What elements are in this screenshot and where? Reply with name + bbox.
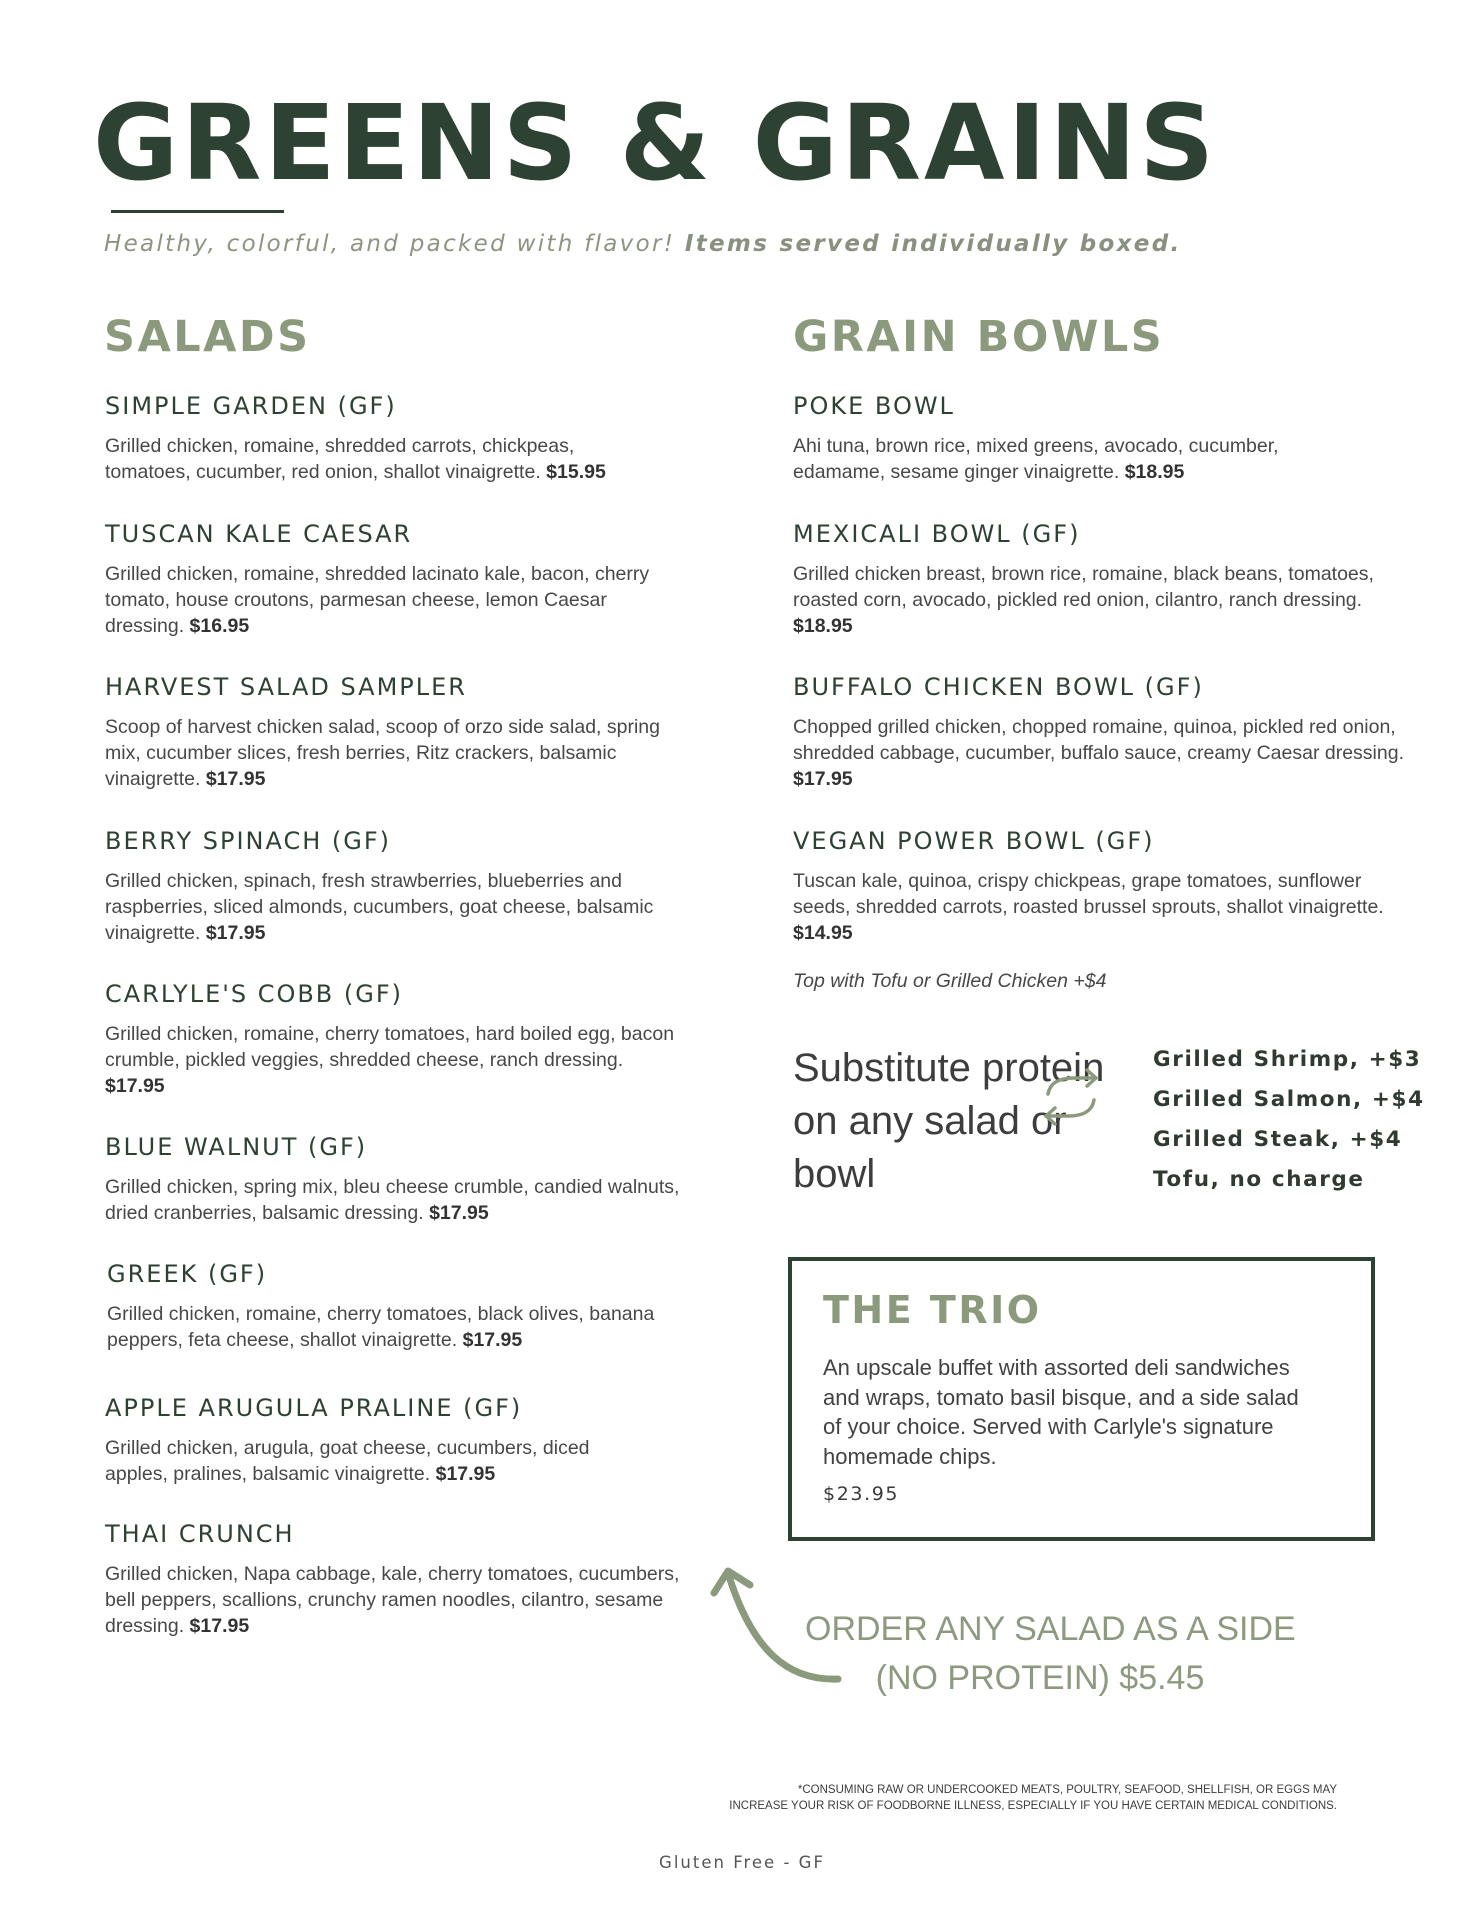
- substitute-option: Tofu, no charge: [1153, 1167, 1365, 1192]
- item-name: BLUE WALNUT (GF): [105, 1133, 368, 1161]
- item-price: $17.95: [205, 768, 266, 790]
- item-name: BUFFALO CHICKEN BOWL (GF): [793, 673, 1204, 701]
- item-name: CARLYLE'S COBB (GF): [105, 980, 404, 1008]
- food-safety-disclaimer: [729, 1782, 1337, 1814]
- item-desc-text: Tuscan kale, quinoa, crispy chickpeas, grape tomatoes, sunflower seeds, shredded carrots, roasted brussel sprouts, shallot vinaigrette.: [793, 870, 1384, 918]
- item-price: $17.95: [793, 768, 853, 790]
- item-name: SIMPLE GARDEN (GF): [105, 392, 397, 420]
- substitute-option: Grilled Salmon, +$4: [1153, 1087, 1425, 1112]
- item-price: $17.95: [435, 1463, 496, 1485]
- item-description: [105, 868, 665, 946]
- menu-item-vegan-power-bowl: [793, 827, 1393, 946]
- item-desc-text: Grilled chicken, romaine, cherry tomatoes, hard boiled egg, bacon crumble, pickled veggies, shredded cheese, ranch dressing.: [105, 1023, 675, 1071]
- item-name: HARVEST SALAD SAMPLER: [105, 673, 467, 701]
- item-desc-text: Ahi tuna, brown rice, mixed greens, avocado, cucumber, edamame, sesame ginger vinaigrette.: [793, 435, 1279, 483]
- item-price: $17.95: [462, 1329, 523, 1351]
- salads-heading: SALADS: [104, 312, 311, 362]
- grain-bowls-heading: GRAIN BOWLS: [793, 312, 1165, 362]
- item-desc-text: Grilled chicken breast, brown rice, romaine, black beans, tomatoes, roasted corn, avocado, pickled red onion, cilantro, ranch dressing.: [793, 563, 1374, 611]
- item-price: $18.95: [1124, 461, 1185, 483]
- item-description: [105, 1435, 625, 1487]
- menu-item-poke-bowl: [793, 392, 1393, 485]
- item-name: POKE BOWL: [793, 392, 955, 420]
- tagline-light: Healthy, colorful, and packed with flavor!: [104, 231, 676, 257]
- page-title: GREENS & GRAINS: [93, 82, 1218, 204]
- item-description: [793, 561, 1393, 639]
- side-salad-callout: [805, 1605, 1296, 1703]
- item-desc-text: Grilled chicken, spring mix, bleu cheese crumble, candied walnuts, dried cranberries, balsamic dressing.: [105, 1176, 680, 1224]
- item-price: $16.95: [189, 615, 250, 637]
- menu-item-harvest-salad-sampler: [105, 673, 705, 792]
- item-desc-text: Grilled chicken, arugula, goat cheese, cucumbers, diced apples, pralines, balsamic vinaigrette.: [105, 1437, 590, 1485]
- disclaimer-line1: *CONSUMING RAW OR UNDERCOOKED MEATS, POULTRY, SEAFOOD, SHELLFISH, OR EGGS MAY: [797, 1784, 1337, 1796]
- trio-box: [788, 1257, 1375, 1541]
- item-description: [105, 1561, 695, 1639]
- item-name: THAI CRUNCH: [105, 1520, 295, 1548]
- item-description: [793, 868, 1393, 946]
- item-description: [105, 1021, 685, 1099]
- side-callout-line2: (NO PROTEIN) $5.45: [875, 1659, 1205, 1697]
- item-description: [793, 433, 1373, 485]
- item-name: MEXICALI BOWL (GF): [793, 520, 1081, 548]
- tagline: [104, 231, 1182, 257]
- item-description: [105, 561, 665, 639]
- menu-item-tuscan-kale-caesar: [105, 520, 705, 639]
- item-price: $17.95: [189, 1615, 250, 1637]
- menu-item-carlyles-cobb: [105, 980, 705, 1099]
- substitute-option: Grilled Steak, +$4: [1153, 1127, 1403, 1152]
- tagline-strong: Items served individually boxed.: [684, 231, 1182, 257]
- trio-price: $23.95: [823, 1483, 900, 1505]
- item-price: $17.95: [429, 1202, 489, 1224]
- item-desc-text: Grilled chicken, spinach, fresh strawberries, blueberries and raspberries, sliced almonds, cucumbers, goat cheese, balsamic vinaigrette.: [105, 870, 654, 944]
- item-price: $14.95: [793, 922, 853, 944]
- menu-item-greek: [107, 1260, 707, 1353]
- substitute-protein-text: Substitute protein on any salad or bowl: [793, 1046, 1105, 1196]
- item-name: VEGAN POWER BOWL (GF): [793, 827, 1155, 855]
- title-underline: [111, 210, 284, 213]
- swap-arrows-icon: [1040, 1066, 1102, 1128]
- item-name: TUSCAN KALE CAESAR: [105, 520, 413, 548]
- gluten-free-legend: Gluten Free - GF: [659, 1853, 825, 1872]
- item-price: $15.95: [546, 461, 606, 483]
- menu-item-thai-crunch: [105, 1520, 705, 1639]
- side-callout-line1: ORDER ANY SALAD AS A SIDE: [805, 1610, 1296, 1648]
- item-description: [105, 433, 665, 485]
- menu-item-blue-walnut: [105, 1133, 705, 1226]
- menu-item-apple-arugula-praline: [105, 1394, 705, 1487]
- item-price: $17.95: [105, 1075, 165, 1097]
- menu-item-buffalo-chicken-bowl: [793, 673, 1404, 792]
- item-description: [105, 714, 665, 792]
- trio-heading: THE TRIO: [823, 1288, 1042, 1332]
- item-desc-text: Scoop of harvest chicken salad, scoop of orzo side salad, spring mix, cucumber slices, fresh berries, Ritz crackers, balsamic vinaigrette.: [105, 716, 660, 790]
- item-description: [105, 1174, 685, 1226]
- trio-description: An upscale buffet with assorted deli sandwiches and wraps, tomato basil bisque, and a side salad of your choice. Served with Carlyle's signature homemade chips.: [823, 1355, 1299, 1469]
- substitute-option: Grilled Shrimp, +$3: [1153, 1047, 1422, 1072]
- item-desc-text: Chopped grilled chicken, chopped romaine, quinoa, pickled red onion, shredded cabbage, cucumber, buffalo sauce, creamy Caesar dressing.: [793, 716, 1404, 764]
- menu-item-simple-garden: [105, 392, 705, 485]
- item-description: [793, 714, 1413, 792]
- item-description: [107, 1301, 667, 1353]
- item-desc-text: Grilled chicken, romaine, shredded carrots, chickpeas, tomatoes, cucumber, red onion, shallot vinaigrette.: [105, 435, 575, 483]
- menu-item-berry-spinach: [105, 827, 705, 946]
- item-desc-text: Grilled chicken, Napa cabbage, kale, cherry tomatoes, cucumbers, bell peppers, scallions, crunchy ramen noodles, cilantro, sesame dressing.: [105, 1563, 680, 1637]
- item-price: $17.95: [205, 922, 266, 944]
- item-name: BERRY SPINACH (GF): [105, 827, 392, 855]
- substitute-options: [1153, 1045, 1425, 1205]
- item-name: GREEK (GF): [107, 1260, 268, 1288]
- item-price: $18.95: [793, 615, 853, 637]
- disclaimer-line2: INCREASE YOUR RISK OF FOODBORNE ILLNESS, ESPECIALLY IF YOU HAVE CERTAIN MEDICAL CONDITIONS.: [729, 1800, 1337, 1812]
- topping-note: Top with Tofu or Grilled Chicken +$4: [793, 970, 1107, 992]
- item-name: APPLE ARUGULA PRALINE (GF): [105, 1394, 523, 1422]
- menu-item-mexicali-bowl: [793, 520, 1393, 639]
- item-desc-text: Grilled chicken, romaine, cherry tomatoes, black olives, banana peppers, feta cheese, shallot vinaigrette.: [107, 1303, 655, 1351]
- item-desc-text: Grilled chicken, romaine, shredded lacinato kale, bacon, cherry tomato, house croutons, parmesan cheese, lemon Caesar dressing.: [105, 563, 650, 637]
